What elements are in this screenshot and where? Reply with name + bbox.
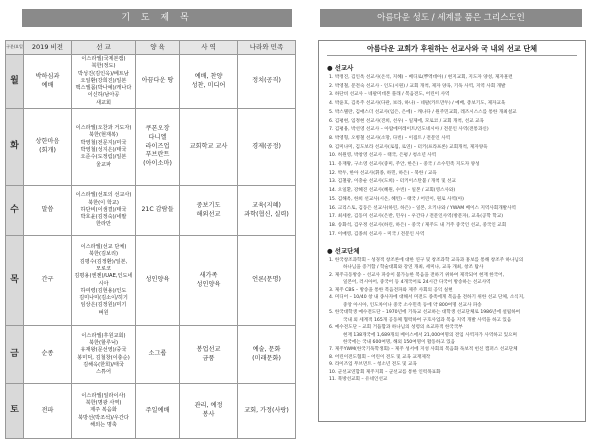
organization-item: 하나님을 증거함 / 학술대회와 강연 개최, 세미나, 교육 개최, 창조 탐사 — [343, 265, 484, 271]
day-cell: 화 — [6, 109, 24, 186]
missionary-item: 17. 이매영, 김종희 선교사 – 미국 / 전문인 사역 — [329, 231, 425, 237]
ministry-cell: 관리, 예정 봉사 — [180, 384, 238, 439]
mission-banner: 아름다운 성도 / 세계를 품은 그리스도인 — [320, 9, 582, 27]
organization-item: 11. 북방선교회 – 유네인선교 — [329, 377, 388, 383]
nurture-cell: 아끔다운 땅 — [136, 55, 180, 109]
vision-cell: 간구 — [24, 236, 72, 326]
organization-item: 현재 138개국에 1,689개의 베이스에서 21,000여명의 전임 사역자가 사역하고 있으며 — [343, 332, 517, 338]
missionary-item: 15. 김해옥, 한희 선교사(시온, 혜빈) – 태국 / 어린이, 원로 사역(아) — [329, 196, 464, 202]
missionary-item: 3. 하단비 선교사 – 네팔미데본 플래 / 복음전도, 어린이 사역 — [329, 92, 450, 98]
day-cell: 월 — [6, 55, 24, 109]
missionary-item: 11. 유재왕, 구소영 선교사(중미, 주안, 한은) – 중국 / 소수민족 지도자 양성 — [329, 162, 480, 168]
header-vision: 2019 비전 — [24, 41, 72, 55]
header-corner: 구분/요일 — [6, 41, 24, 55]
mission-cell: 이스라엘(선포의 선교사) 북한(이 학교) 하단비(이샘결)/태국 박호윤(김정숙)/네팔 한라만 — [72, 186, 136, 236]
missionary-item: 9. 김미나미, 김도보라 선교사(로됨, 로연) – 터키(프라프론) 교회개척, 제자양육 — [329, 144, 488, 150]
missionary-item: 17. 최세찬, 김동미 선교사(은반, 민우) – 우간다 / 전문인사역(방문자), 교육(공학 학교) — [329, 214, 504, 220]
mission-cell: 이스라엘(오찬과 거도자) 북한(현재복) 박영철(전문지)/미국 박영철(성지은)/태국 오준수(도정림)/일본 울교파 — [72, 109, 136, 186]
mission-box — [318, 40, 586, 422]
missionary-item: 10. 허원영, 박창영 선교사 – 태국, 은평 / 청소년 사역 — [329, 153, 437, 159]
missionary-item: 5. 박스텔란, 김애스더 선교사(임은, 은에) – 캐나다 / 원주민교회, 레즈시스스를 통한 개최설교 — [329, 109, 517, 115]
organization-item: 1. 한국창조과학회 – 성경적 창조론에 대한 연구 및 창조과학 교육과 홍보를 통해 창조주 하나님의 — [329, 258, 524, 263]
organization-item: 7. 제주YWM(한국기독학생회) – 제주 성서에 지성 사회의 복음화 독보적 헌신 캠퍼스 선교단체 — [329, 347, 518, 353]
missionary-item: 2. 박영철, 문전숙 선교사 - 인도(시원) / 교회 개척, 제자 양육, 기독 사역, 지역 사회 개발 — [329, 83, 506, 89]
missionary-item: 18. 송화석, 김우정 선교사(하린, 하은) – 중국 / 제주도 내 거주 중국인 선교, 중국인 교회 — [329, 222, 507, 228]
nation-cell: 경제(공정) — [238, 109, 296, 186]
mission-cell: 이스라엘(국제본캠) 북한(정도) 박성진(김인옥)/베트남 오일환(강희진)/일본 맥스엘몸(박나예)/캐나다 이신하/남아공 새교회 — [72, 55, 136, 109]
nurture-cell: 21C 감람들 — [136, 186, 180, 236]
prayer-row — [6, 236, 296, 326]
ministry-cell: 예배, 찬양 성찬, 미디어 — [180, 55, 238, 109]
nurture-cell: 주일예배 — [136, 384, 180, 439]
header-mission: 선 교 — [72, 41, 136, 55]
vision-cell: 상한마음 (회개) — [24, 109, 72, 186]
organization-item: 한국에는 국내 600여명, 해외 150여명이 활동하고 있음 — [343, 339, 456, 345]
prayer-row — [6, 55, 296, 109]
missionary-item: 13. 김철광, 이충순 선교사(도희) – 터키이스탄불 / 개척 및 선교 — [329, 179, 456, 185]
day-cell: 목 — [6, 236, 24, 326]
vision-cell: 말씀 — [24, 186, 72, 236]
nation-cell: 정치(공직) — [238, 55, 296, 109]
prayer-row — [6, 384, 296, 439]
mission-page — [302, 0, 600, 424]
missionary-list — [329, 74, 581, 239]
mission-cell: 이스라엘(일라이사) 북한(명광 사역) 제주 복음화 북방선(박조석)/우간다 해외는 명축 — [72, 384, 136, 439]
prayer-table — [5, 40, 296, 439]
ministry-cell: 봉업선교 금품 — [180, 326, 238, 384]
organization-item: 6. 예수전도단 – 교회 거듭함과 하나님의 성령의 초교파적 한국국부 — [329, 325, 463, 331]
mission-cell: 이스라엘(후원교회) 북한(할루닉) 유재왕(문선영)/중국 봉미딕, 김철창(이충순) 김해옥(한희)/태국 스튜어 — [72, 326, 136, 384]
vision-cell: 박하심과 예배 — [24, 55, 72, 109]
vision-cell: 순종 — [24, 326, 72, 384]
missionaries-heading: ● 선교사 — [327, 64, 354, 72]
header-ministry: 사 역 — [180, 41, 238, 55]
ministry-cell: 새가족 성인양육 — [180, 236, 238, 326]
missionary-item: 1. 박정진, 김인옥 선교사(온석, 지혜) – 베디로(뿌엑데아) / 현지교회, 지도자 양성, 제자훈련 — [329, 75, 513, 80]
missionary-item: 4. 박윤호, 김옥주 선교사(다관, 보라, 하나) – 네팔(카트만두) / 예배, 총보기도, 제자교육 — [329, 101, 506, 107]
prayer-page — [0, 0, 298, 428]
nation-cell: 예술, 문화 (미래문화) — [238, 326, 296, 384]
header-nurture: 양 육 — [136, 41, 180, 55]
prayer-row — [6, 109, 296, 186]
nurture-cell: 성인양육 — [136, 236, 180, 326]
day-cell: 토 — [6, 384, 24, 439]
organization-item: 8. 어린이전도협회 – 어린이 전도 및 교육 교재제작 — [329, 354, 431, 360]
prayer-row — [6, 186, 296, 236]
prayer-banner: 기 도 제 목 — [22, 9, 292, 27]
prayer-table-header — [6, 41, 296, 55]
missionary-item: 16. 크리스토, 김동은 선교사(하린, 하은) – 일본, 오키나와 / YWAM 베이스 지역사회개발사역 — [329, 205, 516, 211]
mission-title: 아름다운 교회가 후원하는 선교사와 국 내외 선교 단체 — [366, 44, 538, 53]
organizations-heading: ● 선교단체 — [327, 247, 360, 255]
nation-cell: 교육(지혜) 과학(협신, 실력) — [238, 186, 296, 236]
missionary-item: 12. 박두, 한아 선교사(휘종, 하민, 하은) – 북한 / 교육 — [329, 170, 437, 176]
organization-item: 3. 제주 CBS – 방송을 통한 복음전파와 제주 사회의 공익 실현 — [329, 287, 453, 293]
prayer-row — [6, 326, 296, 384]
organization-item: 2. 제주극동방송 – 선교사 파송이 불가능한 복음을 전하기 위하여 제작되어 현재 한국어, — [329, 272, 505, 278]
missionary-item: 14. 오일환, 강혜진 선교사(혜원, 수빈) – 일본 / 교회(영스사와) — [329, 188, 456, 194]
organization-item: 중앙 아시아, 인도차이나 중국 소수민족 등에 약 800여명 선교사 파송 — [343, 302, 482, 308]
organization-item: 5. 한국대학생 예수전도단 – 1970년에 기독교 선교하는 대학생 선교단체로 1986년에 설립하여 — [329, 310, 521, 316]
ministry-cell: 교회학교 교사 — [180, 109, 238, 186]
missionary-item: 7. 김평용, 박선영 선교사 – 아랍에미레이트/인도네시아 / 전문인 사역(전통과신) — [329, 127, 489, 133]
nation-cell: 교회, 가정(사랑) — [238, 384, 296, 439]
nurture-cell: 쿠폰오장 다니엘 라이즈업 푸브란트 (아이소마) — [136, 109, 180, 186]
vision-cell: 전파 — [24, 384, 72, 439]
organization-list — [329, 257, 581, 384]
header-nation: 나라와 민족 — [238, 41, 296, 55]
mission-cell: 이스라엘(선교 단체) 북한(김보리) 김평수(김정환)/일본, 모로코 김평용(엔젠)/UAE,인도네시아 하여령(김현용)/인도 김미나미(김소이/히기 임상은(김정원)/미기 벼원 — [72, 236, 136, 326]
day-cell: 수 — [6, 186, 24, 236]
nation-cell: 언론(문명) — [238, 236, 296, 326]
ministry-cell: 중보기도 해외선교 — [180, 186, 238, 236]
organization-item: 4. 미디어 – 10/40 창 내 종사자에 대해서 미전도 종족에게 복음을 전하기 위한 선교 단체, 소식지, — [329, 295, 525, 301]
organization-item: 9. 라이즈업 무브먼트 – 청소년 전도 및 교육 — [329, 362, 417, 368]
organization-item: 10. 군선교연합회 제주지회 – 군선교를 통한 인력목표화 — [329, 369, 441, 375]
organization-item: 국내 외 세계적 165개 공동체 협력하여 구호사업과 복음 지역 개발 사역을 하고 있음 — [343, 317, 512, 323]
nurture-cell: 소그룹 — [136, 326, 180, 384]
organization-item: 일본어, 러시아어, 중국어 등 4개국어로 24시간 다국어 방송하는 선교사역 — [343, 280, 491, 286]
missionary-item: 8. 박영형, 오병철 선교사(소망, 다빈) – 이집트 / 전문인 사역 — [329, 135, 451, 141]
title-divider — [327, 55, 577, 56]
day-cell: 금 — [6, 326, 24, 384]
missionary-item: 6. 김평현, 임정현 선교사(진희, 선우) – 일제에, 모로코 / 교회 개척, 선교 교육 — [329, 118, 484, 124]
